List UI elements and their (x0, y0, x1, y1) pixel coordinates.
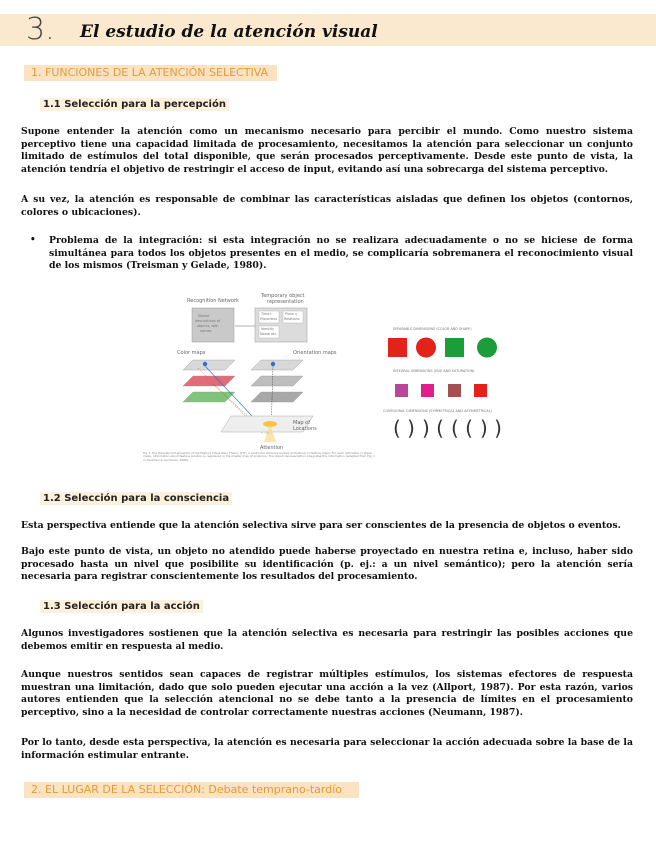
label-configural: CONFIGURAL DIMENSIONS (SYMMETRICAL AND ASYMMETRICAL) (383, 409, 492, 413)
color-map-plane-green (183, 392, 235, 402)
label-attention: Attention (260, 445, 284, 451)
label-temp-rep-1: Temporary object (261, 293, 305, 299)
fit-diagram (143, 293, 375, 470)
integral-square-purple (395, 384, 408, 397)
orientation-map-plane-3 (251, 392, 303, 402)
label-recognition-network: Recognition Network (187, 298, 239, 304)
color-map-plane-1 (183, 360, 235, 370)
label-locations: Locations (293, 426, 317, 432)
stored-desc-2: descriptions of (195, 319, 220, 323)
paragraph-action-intro: Algunos investigadores sostienen que la atención selectiva es necesaria para restringir las posibles acciones que debemos emitir en respuesta al medio. (21, 628, 633, 652)
integral-square-magenta (421, 384, 434, 397)
separable-red-square (388, 338, 407, 357)
stored-desc-4: names (200, 329, 212, 333)
configural-asymmetric-1: ( ( (451, 416, 473, 440)
label-map-of: Map of (293, 420, 310, 426)
paragraph-action-detail: Aunque nuestros sentidos sean capaces de registrar múltiples estímulos, los sistemas efectores de respuesta muestran una limitación, dado que solo pueden ejecutar una acción a la vez (Allport, 1987). Por esta razón, varios autores entienden que la selección atencional no se debe tanto a la presencia de límites en el procesamiento perceptivo, sino a la necesidad de controlar correctamente nuestras acciones (Neumann, 1987). (21, 669, 633, 718)
figure-caption: Fig. 1 The theoretical framework of the Feature Integration Theory (FIT). A particular stimulus evokes activations in feature maps. For each activation in these maps, information about feature location is registered in the master map of locations. The object representation integrates the information (adapted from Fig. 1 in Treisman & Gormican, 1988). (143, 452, 375, 462)
stored-desc-3: objects, with (197, 324, 219, 328)
subsection-heading-1-3: 1.3 Selección para la acción (40, 600, 203, 613)
paragraph-consciousness-detail: Bajo este punto de vista, un objeto no atendido puede haberse proyectado en nuestra retina e, incluso, haber sido procesado hasta un nivel que posibilite su identificación (p. ej.: a un nivel semántico); pero la atención sería necesaria para registrar conscientemente los resultados del procesamiento. (21, 546, 633, 583)
bullet-marker: • (30, 235, 36, 245)
label-place: Place x (285, 312, 298, 316)
configural-symmetric-2: ) ( (422, 416, 444, 440)
figure-feature-integration (143, 292, 513, 470)
separable-green-circle (477, 338, 497, 358)
stored-desc-1: Stored (198, 314, 210, 318)
integral-square-brown (448, 384, 461, 397)
paragraph-action-conclusion: Por lo tanto, desde esta perspectiva, la atención es necesaria para seleccionar la acción adecuada sobre la base de la información estimular entrante. (21, 737, 633, 761)
section-heading-2: 2. EL LUGAR DE LA SELECCIÓN: Debate temprano-tardío (24, 782, 359, 798)
label-temp-rep-2: representation (267, 299, 304, 305)
label-separable: SEPARABLE DIMENSIONS (COLOR AND SHAPE) (393, 327, 472, 331)
feature-marker-blue (203, 362, 207, 366)
separable-red-circle (416, 338, 436, 358)
integral-square-red (474, 384, 487, 397)
dimension-examples (383, 327, 502, 440)
bullet-integration-problem: Problema de la integración: si esta integración no se realizara adecuadamente o no se hiciese de forma simultánea para todos los objetos presentes en el medio, se complicaría sobremanera el reconocimiento visual de los mismos (Treisman y Gelade, 1980). (49, 235, 633, 272)
paragraph-consciousness-intro: Esta perspectiva entiende que la atención selectiva sirve para ser conscientes de la presencia de objetos o eventos. (21, 520, 621, 531)
subsection-heading-1-1: 1.1 Selección para la percepción (40, 98, 229, 111)
section-heading-1: 1. FUNCIONES DE LA ATENCIÓN SELECTIVA (24, 65, 277, 81)
separable-green-square (445, 338, 464, 357)
configural-asymmetric-2: ) ) (480, 416, 502, 440)
chapter-title: El estudio de la atención visual (80, 22, 378, 42)
orientation-map-plane-2 (251, 376, 303, 386)
label-identity: Identity (261, 327, 274, 331)
label-time: Time t (261, 312, 272, 316)
figure-caption-box (143, 452, 375, 470)
paragraph-perception-intro: Supone entender la atención como un mecanismo necesario para percibir el mundo. Como nuestro sistema perceptivo tiene una capacidad limitada de procesamiento, necesitamos la atención para seleccionar un conjunto limitado de estímulos del total disponible, que serán procesados perceptivamente. Desde este punto de vista, la atención tendría el objetivo de restringir el acceso de input, evitando así una sobrecarga del sistema perceptivo. (21, 126, 633, 175)
chapter-number: 3. (26, 12, 55, 47)
label-integral: INTEGRAL DIMENSIONS (HUE AND SATURATION) (393, 369, 475, 373)
orientation-map-plane-1 (251, 360, 303, 370)
label-properties: Properties (260, 317, 278, 321)
paragraph-integration: A su vez, la atención es responsable de combinar las características aisladas que definen los objetos (contornos, colores o ubicaciones). (21, 194, 633, 218)
configural-symmetric-1: ( ) (393, 416, 415, 440)
label-relations: Relations (284, 317, 300, 321)
label-color-maps: Color maps (177, 350, 206, 356)
color-map-plane-red (183, 376, 235, 386)
feature-marker-blue-2 (271, 362, 275, 366)
label-orientation-maps: Orientation maps (293, 350, 337, 356)
label-name: Name etc. (260, 332, 278, 336)
subsection-heading-1-2: 1.2 Selección para la consciencia (40, 492, 232, 505)
